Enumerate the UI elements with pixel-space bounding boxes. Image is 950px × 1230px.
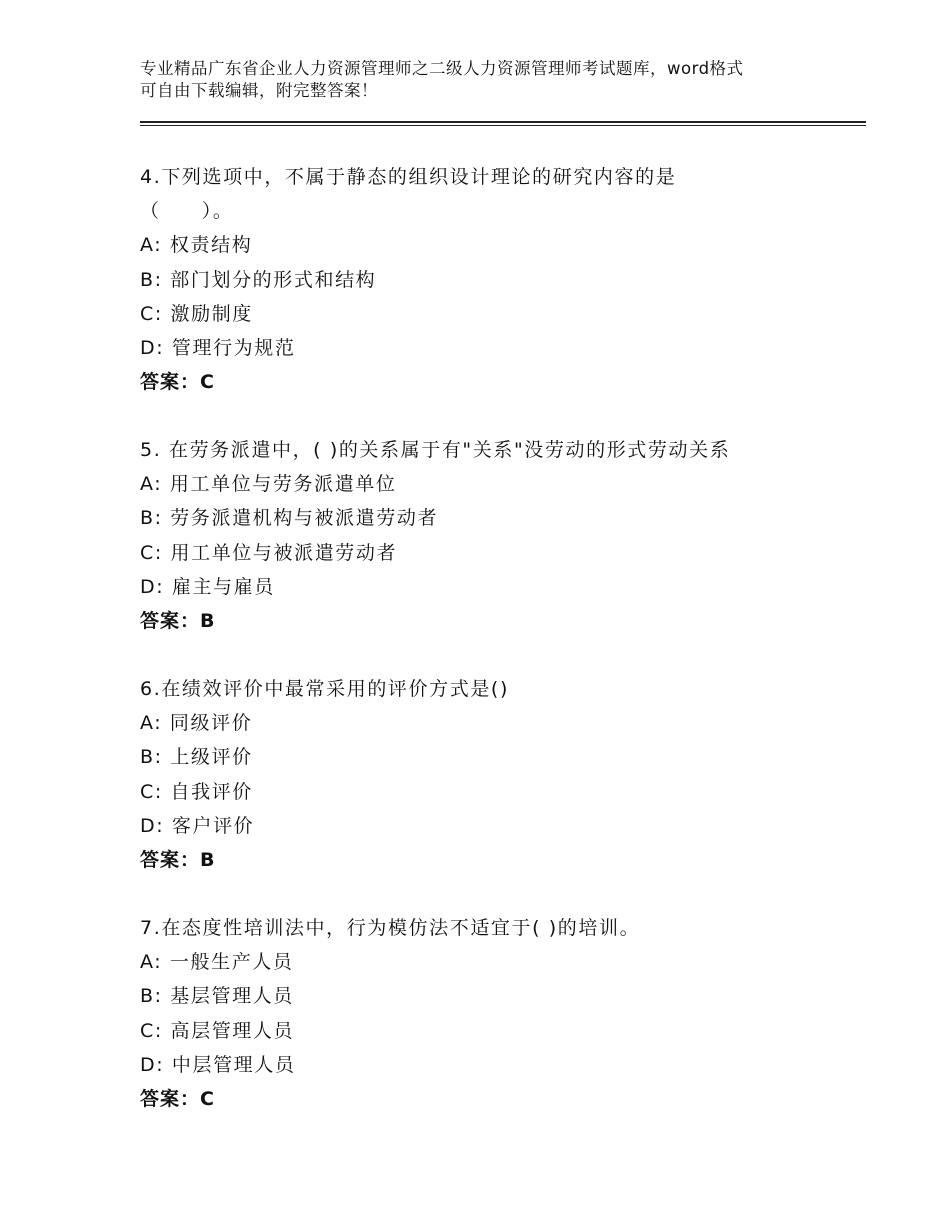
option-b: B: 基层管理人员 <box>140 985 294 1008</box>
document-header <box>140 58 840 102</box>
question-stem: 7.在态度性培训法中，行为模仿法不适宜于( )的培训。 <box>140 917 641 939</box>
option-a: A: 一般生产人员 <box>140 951 294 974</box>
question-stem: 4.下列选项中，不属于静态的组织设计理论的研究内容的是 <box>140 166 677 188</box>
answer: 答案：B <box>140 849 216 872</box>
option-c: C: 激励制度 <box>140 302 253 325</box>
option-c: C: 高层管理人员 <box>140 1019 295 1042</box>
header-line-1: 专业精品广东省企业人力资源管理师之二级人力资源管理师考试题库，word格式 <box>140 59 744 78</box>
header-divider-thick <box>140 121 866 123</box>
option-b: B: 部门划分的形式和结构 <box>140 268 377 291</box>
option-d: D: 管理行为规范 <box>140 337 296 360</box>
question-block-7 <box>140 911 840 1116</box>
option-a: A: 用工单位与劳务派遣单位 <box>140 473 397 496</box>
option-d: D: 客户评价 <box>140 814 255 837</box>
option-b: B: 上级评价 <box>140 746 253 769</box>
answer: 答案：C <box>140 371 215 394</box>
question-block-4 <box>140 160 840 399</box>
question-stem: 6.在绩效评价中最常采用的评价方式是() <box>140 678 509 700</box>
answer: 答案：B <box>140 610 216 633</box>
question-stem: 5. 在劳务派遣中，( )的关系属于有"关系"没劳动的形式劳动关系 <box>140 439 731 461</box>
question-block-6 <box>140 672 840 877</box>
option-d: D: 中层管理人员 <box>140 1053 296 1076</box>
question-block-5 <box>140 433 840 638</box>
option-a: A: 权责结构 <box>140 234 253 257</box>
answer: 答案：C <box>140 1088 215 1111</box>
option-b: B: 劳务派遣机构与被派遣劳动者 <box>140 507 439 530</box>
option-c: C: 用工单位与被派遣劳动者 <box>140 541 398 564</box>
question-stem-continued: （ ）。 <box>140 200 234 223</box>
header-divider-thin <box>140 125 866 126</box>
option-a: A: 同级评价 <box>140 712 253 735</box>
header-line-2: 可自由下载编辑，附完整答案！ <box>140 81 378 100</box>
option-d: D: 雇主与雇员 <box>140 575 275 598</box>
option-c: C: 自我评价 <box>140 780 253 803</box>
